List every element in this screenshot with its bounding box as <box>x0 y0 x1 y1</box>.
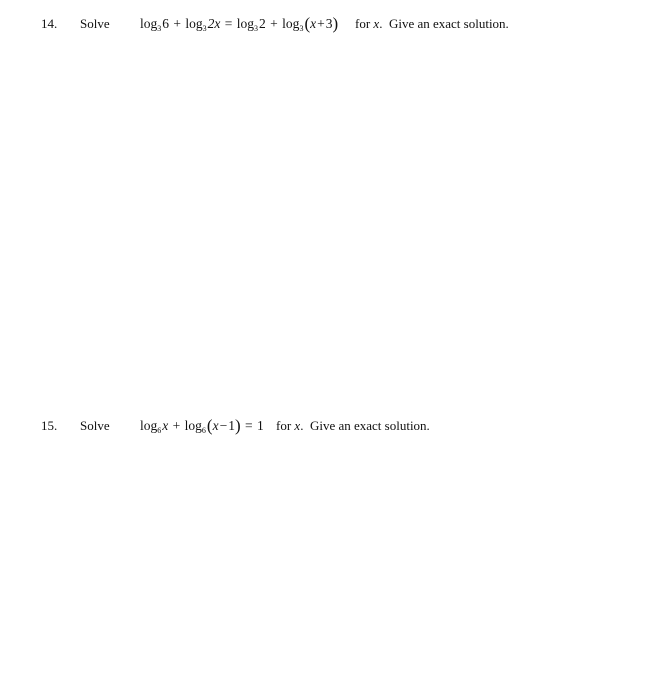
instruction-text <box>276 418 430 434</box>
right-hand-side: 1 <box>257 418 264 433</box>
minus-operator: − <box>219 418 228 433</box>
problem-number: 15. <box>41 418 58 433</box>
log-function: log <box>236 16 255 31</box>
equation <box>140 16 338 32</box>
problem-14 <box>0 10 671 40</box>
problem-number: 14. <box>41 16 58 31</box>
log-argument: 6 <box>162 16 170 31</box>
log-base: 3 <box>254 24 259 33</box>
log-base: 3 <box>202 24 207 33</box>
log-term <box>140 418 168 433</box>
open-paren: ( <box>304 14 311 33</box>
log-function: log <box>282 16 300 31</box>
open-paren: ( <box>206 416 213 435</box>
constant: 1 <box>228 418 235 433</box>
log-term <box>282 16 338 31</box>
problem-15 <box>0 412 671 442</box>
variable: x <box>212 418 219 433</box>
close-paren: ) <box>332 14 339 33</box>
log-base: 3 <box>299 24 304 33</box>
equals-operator: = <box>245 418 253 433</box>
variable: x <box>310 16 317 31</box>
instruction-variable: x <box>294 418 301 433</box>
instruction-text <box>355 16 509 32</box>
instruction-post: . Give an exact solution. <box>379 16 509 31</box>
log-term <box>140 16 169 31</box>
log-term <box>237 16 266 31</box>
instruction-pre: for <box>276 418 295 433</box>
log-argument: x <box>162 418 169 433</box>
log-argument: 2 <box>259 16 266 31</box>
log-term <box>185 16 220 31</box>
log-function: log <box>184 418 202 433</box>
plus-operator: + <box>172 418 181 433</box>
log-argument: 2x <box>207 16 221 31</box>
instruction-variable: x <box>373 16 380 31</box>
log-function: log <box>140 16 158 31</box>
problem-verb: Solve <box>80 418 110 433</box>
problem-verb: Solve <box>80 16 110 31</box>
log-term <box>185 418 241 433</box>
plus-operator: + <box>173 16 182 31</box>
plus-operator: + <box>317 16 325 31</box>
log-function: log <box>185 16 203 31</box>
instruction-post: . Give an exact solution. <box>300 418 430 433</box>
plus-operator: + <box>270 16 278 31</box>
close-paren: ) <box>234 416 241 435</box>
equals-operator: = <box>224 16 233 31</box>
log-base: 6 <box>201 426 206 435</box>
log-function: log <box>140 418 158 433</box>
log-base: 3 <box>157 24 162 33</box>
equation <box>140 418 264 434</box>
instruction-pre: for <box>355 16 374 31</box>
constant: 3 <box>325 16 333 31</box>
log-base: 6 <box>157 426 162 435</box>
